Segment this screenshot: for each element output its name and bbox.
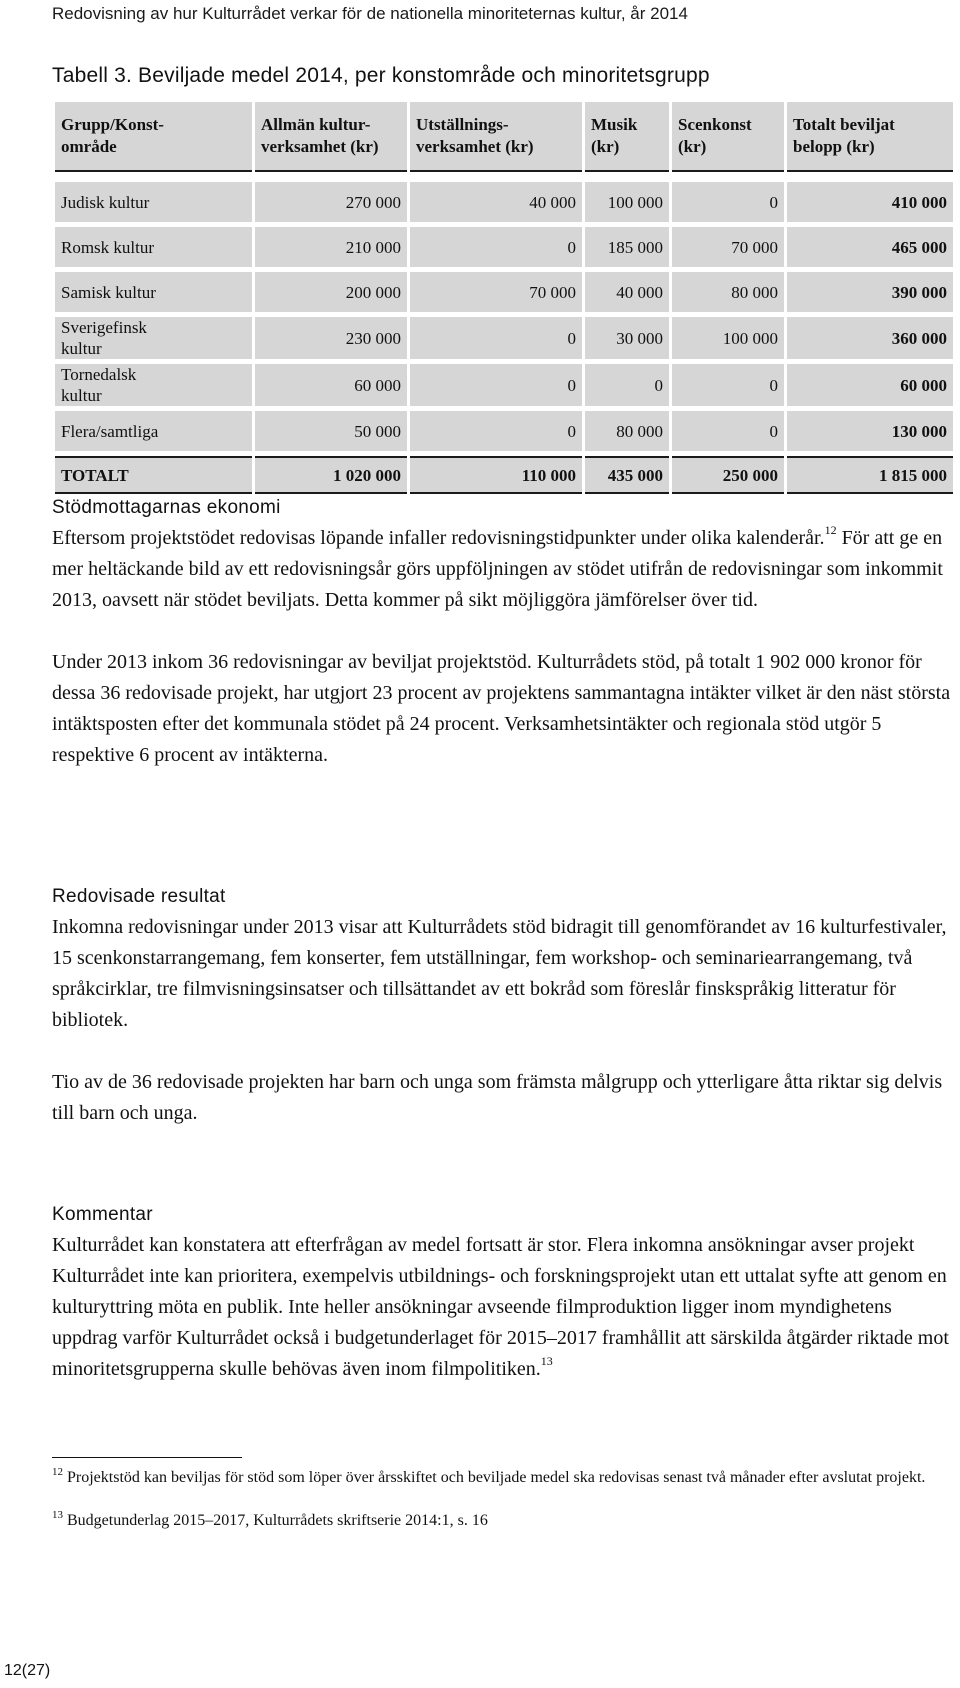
paragraph [52,523,952,616]
footnote [52,1468,952,1488]
cell-total-value: 1 020 000 [255,456,407,494]
cell-value: 50 000 [255,411,407,451]
cell-value: 0 [672,364,784,406]
section-comment [52,1200,952,1385]
running-header: Redovisning av hur Kulturrådet verkar för de nationella minoriteternas kultur, år 2014 [52,4,688,23]
footnote-text: Budgetunderlag 2015–2017, Kulturrådets skriftserie 2014:1, s. 16 [63,1512,488,1529]
section-heading: Stödmottagarnas ekonomi [52,497,281,518]
footnote-divider [52,1457,242,1458]
column-header-exhibition-text: Utställnings- verksamhet (kr) [416,115,534,156]
cell-value: 60 000 [255,364,407,406]
table-row [55,182,953,222]
footnote-ref: 12 [824,523,837,537]
cell-value: 80 000 [672,272,784,312]
paragraph: Inkomna redovisningar under 2013 visar att Kulturrådets stöd bidragit till genomförandet av 16 kulturfestivaler, 15 scenkonstarrangemang, fem konserter, fem utställningar, fem workshop- och seminariearrangemang, två språkcirklar, tre filmvisningsinsatser och tillsättandet av ett bokråd som föreslår finskspråkig litteratur för bibliotek. [52,916,947,1031]
paragraph: Tio av de 36 redovisade projekten har barn och unga som främsta målgrupp och ytterligare åtta riktar sig delvis till barn och unga. [52,1071,943,1124]
cell-value: 30 000 [585,317,669,359]
cell-total-value: 110 000 [410,456,582,494]
column-header-performing-arts-text: Scenkonst (kr) [678,115,752,156]
cell-value: 40 000 [585,272,669,312]
cell-value: 100 000 [585,182,669,222]
footnote-number: 13 [52,1509,63,1521]
cell-row-total: 390 000 [787,272,953,312]
table-row [55,272,953,312]
cell-row-total: 60 000 [787,364,953,406]
table-row [55,411,953,451]
column-header-general-text: Allmän kultur- verksamhet (kr) [261,115,379,156]
page-number: 12(27) [4,1662,51,1679]
cell-group: Flera/samtliga [55,411,252,451]
cell-value: 230 000 [255,317,407,359]
section-finances [52,493,952,771]
cell-value: 210 000 [255,227,407,267]
paragraph-text: Kulturrådet kan konstatera att efterfrågan av medel fortsatt är stor. Flera inkomna ansökningar avser projekt Kulturrådet inte kan prioritera, exempelvis utbildnings- och forskningsprojekt utan ett uttalat syfte att genom en kulturyttring möta en publik. Inte heller ansökningar avseende filmproduktion ligger inom myndighetens uppdrag varför Kulturrådet också i budgetunderlaget för 2015–2017 framhållit att särskilda åtgärder riktade mot minoritetsgrupperna skulle behövas även inom filmpolitiken. [52,1234,949,1380]
column-header-exhibition [410,102,582,172]
footnote [52,1511,952,1531]
column-header-music-text: Musik (kr) [591,115,638,156]
table-header-row [55,102,953,172]
column-header-group-text: Grupp/Konst- område [61,115,164,156]
cell-value: 100 000 [672,317,784,359]
cell-group: Tornedalsk kultur [55,364,252,406]
section-results [52,882,952,1129]
table-total-row [55,456,953,494]
cell-row-total: 410 000 [787,182,953,222]
column-header-performing-arts [672,102,784,172]
footnote-number: 12 [52,1466,63,1478]
cell-value: 270 000 [255,182,407,222]
cell-value: 0 [672,182,784,222]
cell-row-total: 360 000 [787,317,953,359]
cell-group: Judisk kultur [55,182,252,222]
cell-value: 0 [410,411,582,451]
paragraph-text: Eftersom projektstödet redovisas löpande infaller redovisningstidpunkter under olika kalenderår. [52,527,825,549]
cell-value: 70 000 [672,227,784,267]
column-header-group [55,102,252,172]
cell-total-label: TOTALT [55,456,252,494]
grants-table [52,102,956,494]
cell-value: 0 [672,411,784,451]
cell-value: 0 [410,227,582,267]
cell-value: 80 000 [585,411,669,451]
cell-group: Romsk kultur [55,227,252,267]
paragraph-text: För att ge en mer heltäckande bild av ett redovisningsår görs uppföljningen av stödet utifrån de redovisningar som inkommit 2013, oavsett när stödet beviljats. Detta kommer på sikt möjliggöra jämförelser över tid. [52,527,943,611]
paragraph [52,1230,952,1385]
cell-value: 0 [410,317,582,359]
table-row [55,317,953,359]
table-row [55,227,953,267]
cell-group: Sverigefinsk kultur [55,317,252,359]
table-caption: Tabell 3. Beviljade medel 2014, per konstområde och minoritetsgrupp [52,64,710,87]
cell-row-total: 130 000 [787,411,953,451]
cell-value: 200 000 [255,272,407,312]
cell-value: 70 000 [410,272,582,312]
cell-value: 185 000 [585,227,669,267]
cell-value: 0 [410,364,582,406]
cell-total-value: 250 000 [672,456,784,494]
cell-total-value: 435 000 [585,456,669,494]
cell-grand-total: 1 815 000 [787,456,953,494]
footnote-text: Projektstöd kan beviljas för stöd som löper över årsskiftet och beviljade medel ska redovisas senast två månader efter avslutat projekt. [63,1469,926,1486]
paragraph: Under 2013 inkom 36 redovisningar av beviljat projektstöd. Kulturrådets stöd, på totalt 1 902 000 kronor för dessa 36 redovisade projekt, har utgjort 23 procent av projektens sammantagna intäkter vilket är den näst största intäktsposten efter det kommunala stödet på 24 procent. Verksamhetsintäkter och regionala stöd utgör 5 respektive 6 procent av intäkterna. [52,651,951,766]
cell-row-total: 465 000 [787,227,953,267]
column-header-total [787,102,953,172]
cell-value: 40 000 [410,182,582,222]
cell-group: Samisk kultur [55,272,252,312]
column-header-music [585,102,669,172]
section-heading: Redovisade resultat [52,886,226,907]
column-header-general [255,102,407,172]
footnote-ref: 13 [540,1354,553,1368]
table-row [55,364,953,406]
cell-value: 0 [585,364,669,406]
section-heading: Kommentar [52,1204,153,1225]
column-header-total-text: Totalt beviljat belopp (kr) [793,115,895,156]
